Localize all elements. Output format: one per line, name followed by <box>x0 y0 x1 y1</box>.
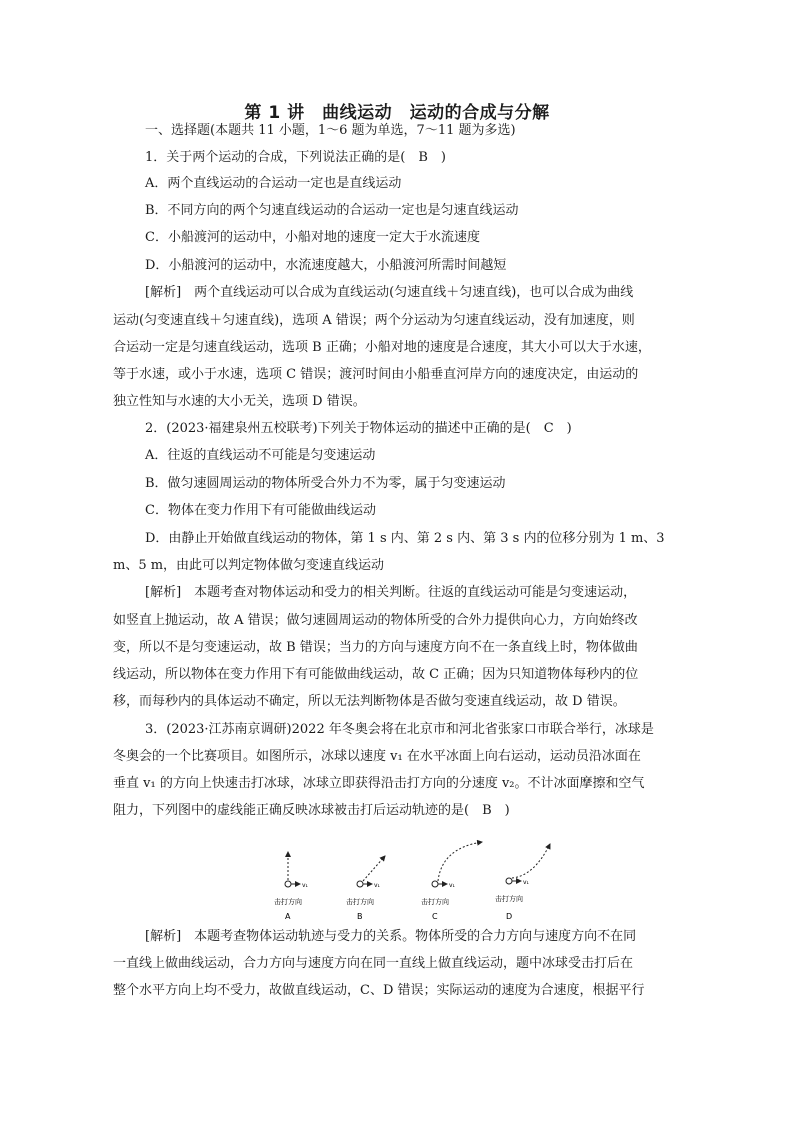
text-line: 如竖直上抛运动，故 A 错误；做匀速圆周运动的物体所受的合外力提供向心力，方向始终改 <box>113 613 638 628</box>
text-line: m、5 m，由此可以判定物体做匀变速直线运动 <box>113 558 385 573</box>
text-line: C．物体在变力作用下有可能做曲线运动 <box>145 503 376 518</box>
text-line: 一直线上做曲线运动，合力方向与速度方向在同一直线上做直线运动，题中冰球受击打后在 <box>113 956 634 971</box>
text-line: 垂直 v₁ 的方向上快速击打冰球，冰球立即获得沿击打方向的分速度 v₂。不计冰面摩擦和空气 <box>113 776 645 791</box>
text-line: 移，而每秒内的具体运动不确定，所以无法判断物体是否做匀变速直线运动，故 D 错误。 <box>113 694 626 709</box>
text-line: D．由静止开始做直线运动的物体，第 1 s 内、第 2 s 内、第 3 s 内的位移分别为 1 m、3 <box>145 531 665 546</box>
text-line: 运动(匀变速直线＋匀速直线)，选项 A 错误；两个分运动为匀速直线运动，没有加速度，则 <box>113 313 635 328</box>
option-a-label: A <box>285 912 291 921</box>
trajectory-figure <box>270 838 560 928</box>
hit-label-b: 击打方向 <box>346 898 374 906</box>
text-line: A．两个直线运动的合运动一定也是直线运动 <box>145 176 402 191</box>
text-line: 独立性知与水速的大小无关，选项 D 错误。 <box>113 394 366 409</box>
text-line: D．小船渡河的运动中，水流速度越大，小船渡河所需时间越短 <box>145 258 507 273</box>
v1-label-a: v₁ <box>302 882 308 889</box>
hit-label-d: 击打方向 <box>495 895 523 903</box>
text-line: A．往返的直线运动不可能是匀变速运动 <box>145 448 376 463</box>
option-b-label: B <box>357 912 363 921</box>
text-line: C．小船渡河的运动中，小船对地的速度一定大于水流速度 <box>145 230 480 245</box>
option-d-diagram <box>495 844 550 921</box>
page-title: 第 1 讲 曲线运动 运动的合成与分解 <box>244 103 550 123</box>
option-c-diagram <box>421 842 482 921</box>
text-line: 线运动，所以物体在变力作用下有可能做曲线运动，故 C 正确；因为只知道物体每秒内的位 <box>113 667 639 682</box>
text-line: [解析] 本题考查物体运动轨迹与受力的关系。物体所受的合力方向与速度方向不在同 <box>145 929 637 944</box>
v1-label-b: v₁ <box>374 882 380 889</box>
text-line: [解析] 两个直线运动可以合成为直线运动(匀速直线＋匀速直线)，也可以合成为曲线 <box>145 285 634 300</box>
text-line: 1．关于两个运动的合成，下列说法正确的是( B ) <box>145 150 446 165</box>
text-line: B．做匀速圆周运动的物体所受合外力不为零，属于匀变速运动 <box>145 476 506 491</box>
option-c-label: C <box>432 912 438 921</box>
option-a-diagram <box>274 852 309 921</box>
text-line: [解析] 本题考查对物体运动和受力的相关判断。往返的直线运动可能是匀变速运动， <box>145 585 637 600</box>
text-line: 2．(2023·福建泉州五校联考)下列关于物体运动的描述中正确的是( C ) <box>145 421 572 436</box>
text-line: 合运动一定是匀速直线运动，选项 B 正确；小船对地的速度是合速度，其大小可以大于水速， <box>113 340 651 355</box>
v1-label-c: v₁ <box>449 882 455 889</box>
v1-label-d: v₁ <box>523 879 529 886</box>
text-line: 一、选择题(本题共 11 小题，1～6 题为单选，7～11 题为多选) <box>145 123 516 138</box>
text-line: 等于水速，或小于水速，选项 C 错误；渡河时间由小船垂直河岸方向的速度决定，由运动的 <box>113 367 639 382</box>
option-d-label: D <box>506 912 513 921</box>
option-b-diagram <box>346 856 385 921</box>
text-line: 变，所以不是匀变速运动，故 B 错误；当力的方向与速度方向不在一条直线上时，物体做曲 <box>113 640 638 655</box>
text-line: 整个水平方向上均不受力，故做直线运动，C、D 错误；实际运动的速度为合速度，根据平行 <box>113 983 645 998</box>
text-line: 阻力，下列图中的虚线能正确反映冰球被击打后运动轨迹的是( B ) <box>113 803 510 818</box>
hit-label-c: 击打方向 <box>421 898 449 906</box>
text-line: 冬奥会的一个比赛项目。如图所示，冰球以速度 v₁ 在水平冰面上向右运动，运动员沿冰面在 <box>113 749 641 764</box>
text-line: B．不同方向的两个匀速直线运动的合运动一定也是匀速直线运动 <box>145 203 519 218</box>
text-line: 3．(2023·江苏南京调研)2022 年冬奥会将在北京市和河北省张家口市联合举行，冰球是 <box>145 722 654 737</box>
hit-label-a: 击打方向 <box>274 898 302 906</box>
